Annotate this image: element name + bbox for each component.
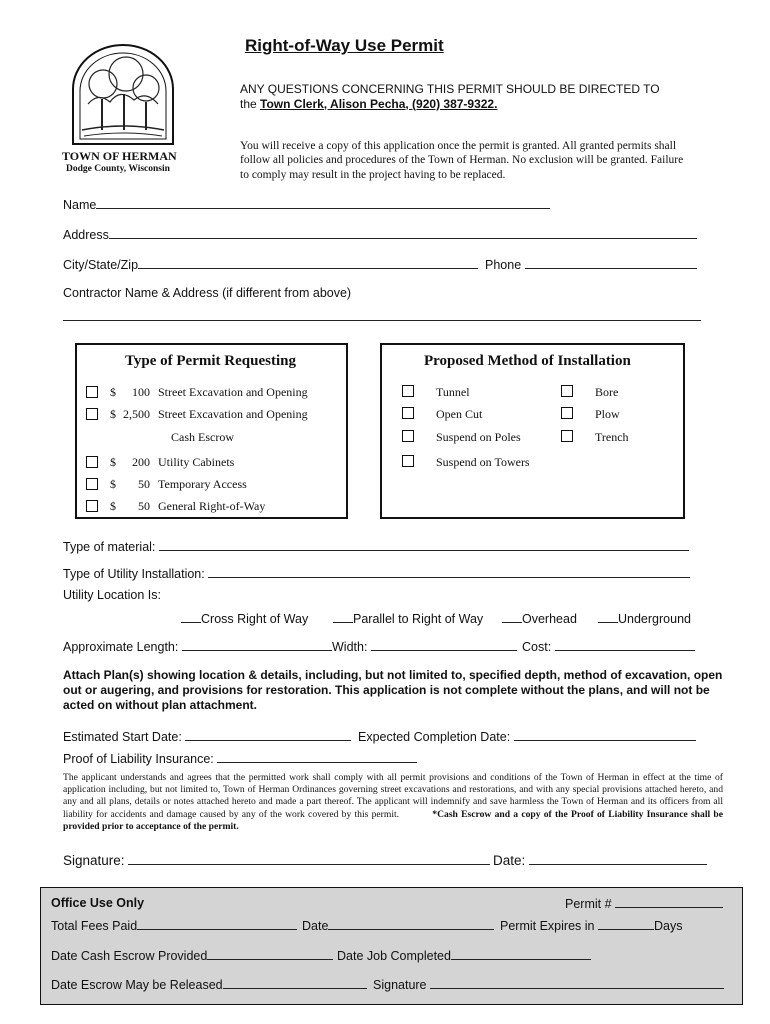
install-option-label: Plow <box>595 407 620 421</box>
permit-option-label: Utility Cabinets <box>158 455 235 469</box>
signature-date-field[interactable] <box>493 853 707 868</box>
intro-text: You will receive a copy of this application once the permit is granted. All granted permits shall follow all policies and procedures of the Town of Herman. No exclusion will be granted. Failure to comply may result in the project having to be replaced. <box>240 140 684 181</box>
name-label: Name <box>63 198 97 212</box>
permit-checkbox-100-street[interactable] <box>86 386 98 398</box>
permit-dollar: $ <box>110 455 116 469</box>
attach-plans-notice: Attach Plan(s) showing location & details, including, but not limited to, specified depth, method of excavation, open out or augering, and provisions for restoration. This application is not complete without the plans, and will not be acted on without plan attachment. <box>63 668 723 712</box>
location-option: Cross Right of Way <box>201 612 309 626</box>
install-checkbox-suspend-towers[interactable] <box>402 455 414 467</box>
location-option: Overhead <box>522 612 577 626</box>
permit-option-label: Street Excavation and Opening <box>158 385 308 399</box>
location-parallel-row[interactable] <box>333 611 483 626</box>
location-option: Parallel to Right of Way <box>353 612 484 626</box>
permit-dollar: $ <box>110 477 116 491</box>
questions-prefix: the <box>240 96 261 111</box>
permit-type-heading: Type of Permit Requesting <box>125 353 296 369</box>
questions-notice <box>240 82 720 111</box>
install-option-label: Open Cut <box>436 407 483 421</box>
town-clerk-contact: Town Clerk, Alison Pecha, (920) 387-9322. <box>260 96 498 111</box>
escrow-provided-label: Date Cash Escrow Provided <box>51 949 208 963</box>
cost-label: Cost: <box>522 640 552 654</box>
utility-location-label: Utility Location Is: <box>63 588 161 602</box>
page-title: Right-of-Way Use Permit <box>245 36 444 55</box>
town-name: TOWN OF HERMAN <box>62 149 177 163</box>
signature-date-label: Date: <box>493 853 526 868</box>
permit-checkbox-2500-street[interactable] <box>86 408 98 420</box>
office-date-label: Date <box>302 919 329 933</box>
install-checkbox-suspend-poles[interactable] <box>402 430 414 442</box>
utility-installation-label: Type of Utility Installation: <box>63 567 205 581</box>
escrow-release-field[interactable] <box>51 977 367 992</box>
permit-number-field[interactable] <box>565 896 723 911</box>
office-use-heading: Office Use Only <box>51 896 145 910</box>
job-completed-label: Date Job Completed <box>337 949 451 963</box>
signature-field[interactable] <box>63 853 490 868</box>
escrow-provided-field[interactable] <box>51 948 333 963</box>
address-label: Address <box>63 228 109 242</box>
office-signature-field[interactable] <box>373 977 724 992</box>
location-overhead-row[interactable] <box>502 611 577 626</box>
location-underground-row[interactable] <box>598 611 691 626</box>
utility-installation-field[interactable] <box>63 566 690 581</box>
town-logo <box>68 44 178 148</box>
agreement-text <box>63 772 723 833</box>
width-label: Width: <box>332 640 368 654</box>
name-field[interactable] <box>63 197 550 212</box>
permit-number-label: Permit # <box>565 897 612 911</box>
installation-method-box <box>380 343 685 519</box>
fees-paid-label: Total Fees Paid <box>51 919 138 933</box>
office-signature-label: Signature <box>373 978 427 992</box>
width-field[interactable] <box>332 639 517 654</box>
permit-expires-label: Permit Expires in <box>500 919 595 933</box>
contractor-field[interactable] <box>63 318 701 321</box>
permit-option-label: General Right-of-Way <box>158 499 266 513</box>
days-label: Days <box>653 919 683 933</box>
cash-escrow-note: Cash Escrow <box>171 430 234 444</box>
contractor-label: Contractor Name & Address (if different from above) <box>63 286 352 300</box>
permit-checkbox-50-temporary[interactable] <box>86 478 98 490</box>
install-checkbox-trench[interactable] <box>561 430 573 442</box>
install-checkbox-open-cut[interactable] <box>402 407 414 419</box>
permit-dollar: $ <box>110 499 116 513</box>
agreement-body: The applicant understands and agrees that the permitted work shall comply with all permit provisions and conditions of the Town of Herman in effect at the time of application including, but not limited to, Town of Herman Ordinances governing street excavations and restorations, and with any special provisions attached hereto, and any and all plans, details or notes attached hereto and made a part thereof. The applicant will indemnify and save harmless the Town of Herman and its officers from all liability for accidents and damage caused by any of the work covered by this permit. <box>63 772 723 820</box>
insurance-label: Proof of Liability Insurance: <box>63 752 214 766</box>
length-label: Approximate Length: <box>63 640 179 654</box>
install-checkbox-tunnel[interactable] <box>402 385 414 397</box>
permit-dollar: $ <box>110 385 116 399</box>
city-state-zip-field[interactable] <box>63 257 478 272</box>
completion-date-label: Expected Completion Date: <box>358 730 511 744</box>
permit-dollar: $ <box>110 407 116 421</box>
cost-field[interactable] <box>522 639 695 654</box>
phone-field[interactable] <box>485 257 697 272</box>
phone-label: Phone <box>485 258 522 272</box>
permit-option-label: Temporary Access <box>158 477 247 491</box>
office-date-field[interactable] <box>302 918 494 933</box>
length-field[interactable] <box>63 639 332 654</box>
installation-heading: Proposed Method of Installation <box>424 353 631 369</box>
install-checkbox-plow[interactable] <box>561 407 573 419</box>
install-checkbox-bore[interactable] <box>561 385 573 397</box>
town-seal-icon <box>68 44 178 148</box>
permit-amount: 50 <box>138 477 150 491</box>
permit-checkbox-50-general[interactable] <box>86 500 98 512</box>
escrow-release-label: Date Escrow May be Released <box>51 978 223 992</box>
county-name: Dodge County, Wisconsin <box>66 164 170 174</box>
fees-paid-field[interactable] <box>51 918 297 933</box>
start-date-label: Estimated Start Date: <box>63 730 182 744</box>
install-option-label: Trench <box>595 430 629 444</box>
address-field[interactable] <box>63 227 697 242</box>
insurance-field[interactable] <box>63 751 417 766</box>
install-option-label: Bore <box>595 385 619 399</box>
install-option-label: Suspend on Towers <box>436 455 530 469</box>
completion-date-field[interactable] <box>358 729 696 744</box>
permit-amount: 100 <box>132 385 150 399</box>
location-option: Underground <box>618 612 691 626</box>
signature-label: Signature: <box>63 853 125 868</box>
permit-checkbox-200-cabinets[interactable] <box>86 456 98 468</box>
escrow-insurance-note: *Cash Escrow and a copy of the Proof of Liability Insurance shall be provided prior to acceptance of the permit. <box>63 808 723 832</box>
location-cross-row[interactable] <box>181 611 308 626</box>
permit-amount: 50 <box>138 499 150 513</box>
city-state-zip-label: City/State/Zip <box>63 258 139 272</box>
install-option-label: Tunnel <box>436 385 470 399</box>
material-label: Type of material: <box>63 540 156 554</box>
permit-option-label: Street Excavation and Opening <box>158 407 308 421</box>
job-completed-field[interactable] <box>337 948 591 963</box>
material-field[interactable] <box>63 539 689 554</box>
permit-expires-field[interactable] <box>500 918 682 933</box>
permit-amount: 2,500 <box>123 407 150 421</box>
install-option-label: Suspend on Poles <box>436 430 521 444</box>
start-date-field[interactable] <box>63 729 351 744</box>
permit-amount: 200 <box>132 455 150 469</box>
questions-line1: ANY QUESTIONS CONCERNING THIS PERMIT SHOULD BE DIRECTED TO <box>240 82 660 96</box>
